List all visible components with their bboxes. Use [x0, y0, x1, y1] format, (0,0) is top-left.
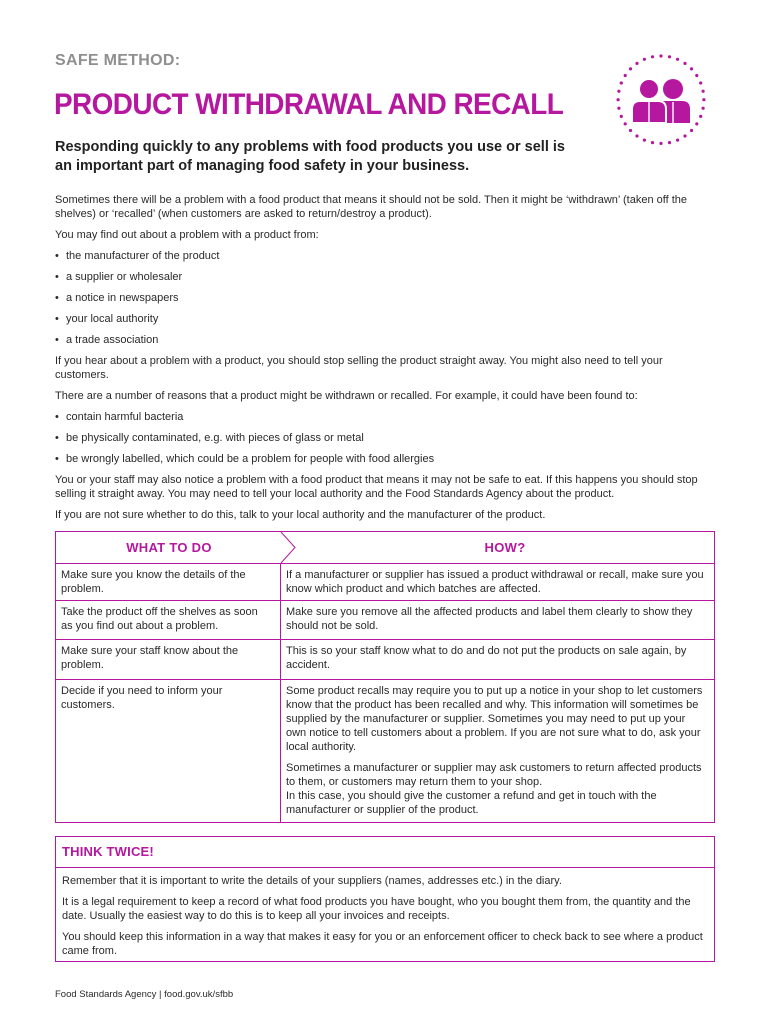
footer: Food Standards Agency | food.gov.uk/sfbb: [55, 989, 234, 1000]
how-cell: [286, 605, 706, 640]
what-cell: Decide if you need to inform your customers.: [61, 685, 223, 711]
what-cell: Take the product off the shelves as soon as you find out about a problem.: [61, 606, 258, 632]
people-icon: [608, 52, 714, 156]
think-paragraph: It is a legal requirement to keep a record of what food products you have bought, who you bought them from, the quantity and the date. Usually the easiest way to do this is to keep all your invoices and receipts.: [62, 896, 691, 922]
think-twice-body: [62, 874, 707, 965]
section-kicker: SAFE METHOD:: [55, 52, 181, 69]
how-cell: [286, 684, 706, 817]
table-row: [56, 640, 714, 680]
how-paragraph: If a manufacturer or supplier has issued a product withdrawal or recall, make sure you know which product and which batches are affected.: [286, 569, 704, 595]
list-item: • be wrongly labelled, which could be a problem for people with food allergies: [55, 452, 715, 466]
intro-paragraph: If you hear about a problem with a product, you should stop selling the product straight away. You might also need to tell your customers.: [55, 355, 663, 381]
what-cell: Make sure your staff know about the problem.: [61, 645, 239, 671]
what-to-do-table: [55, 531, 715, 823]
think-paragraph: You should keep this information in a way that makes it easy for you or an enforcement officer to check back to see where a product came from.: [62, 931, 703, 957]
divider: [56, 867, 714, 868]
page-subtitle: Responding quickly to any problems with food products you use or sell is an important part of managing food safety in your business.: [55, 139, 565, 174]
list-item: • contain harmful bacteria: [55, 410, 715, 424]
intro-paragraph: You or your staff may also notice a problem with a food product that means it may not be safe to eat. If this happens you should stop selling it straight away. You may need to tell your local authority and the Food Standards Agency about the product.: [55, 474, 698, 500]
table-row: [56, 680, 714, 822]
table-header: [56, 532, 714, 564]
list-item: • a supplier or wholesaler: [55, 270, 715, 284]
what-cell: Make sure you know the details of the problem.: [61, 569, 246, 595]
how-paragraph: Make sure you remove all the affected products and label them clearly to show they should not be sold.: [286, 606, 693, 632]
intro-paragraph: You may find out about a problem with a product from:: [55, 229, 319, 241]
table-row: [56, 601, 714, 640]
header-how: HOW?: [484, 540, 526, 555]
table-row: [56, 564, 714, 601]
think-twice-box: [55, 836, 715, 962]
list-item: • a trade association: [55, 333, 715, 347]
how-paragraph: In this case, you should give the customer a refund and get in touch with the manufacturer or supplier of the product.: [286, 790, 657, 816]
dotted-circle: [617, 54, 706, 145]
how-paragraph: This is so your staff know what to do and do not put the products on sale again, by accident.: [286, 645, 687, 671]
intro-paragraph: Sometimes there will be a problem with a food product that means it should not be sold. Then it might be ‘withdrawn’ (taken off the shelves) or ‘recalled’ (when customers are asked to return/destroy a product).: [55, 194, 688, 220]
list-item: • be physically contaminated, e.g. with pieces of glass or metal: [55, 431, 715, 445]
reason-list: [55, 410, 715, 466]
list-item: • a notice in newspapers: [55, 291, 715, 305]
how-paragraph: Some product recalls may require you to put up a notice in your shop to let customers know that the product has been recalled and why. This information will sometimes be supplied by the manufacturer or supplier. Sometimes you may need to put up your own notice to tell customers about a problem. If you are not sure what to do, ask your local authority.: [286, 685, 703, 753]
source-list: [55, 249, 715, 347]
list-item: • your local authority: [55, 312, 715, 326]
list-item: • the manufacturer of the product: [55, 249, 715, 263]
header-what-to-do: WHAT TO DO: [126, 540, 212, 555]
intro-section: [55, 193, 715, 529]
how-cell: [286, 644, 706, 679]
think-twice-title: THINK TWICE!: [62, 844, 154, 859]
intro-paragraph: If you are not sure whether to do this, talk to your local authority and the manufacturer of the product.: [55, 509, 546, 521]
think-paragraph: Remember that it is important to write the details of your suppliers (names, addresses etc.) in the diary.: [62, 875, 562, 887]
page-title: PRODUCT WITHDRAWAL AND RECALL: [54, 88, 564, 121]
how-cell: [286, 568, 706, 603]
how-paragraph: Sometimes a manufacturer or supplier may ask customers to return affected products to them, or customers may return them to your shop.: [286, 762, 702, 788]
intro-paragraph: There are a number of reasons that a product might be withdrawn or recalled. For example, it could have been found to:: [55, 390, 638, 402]
